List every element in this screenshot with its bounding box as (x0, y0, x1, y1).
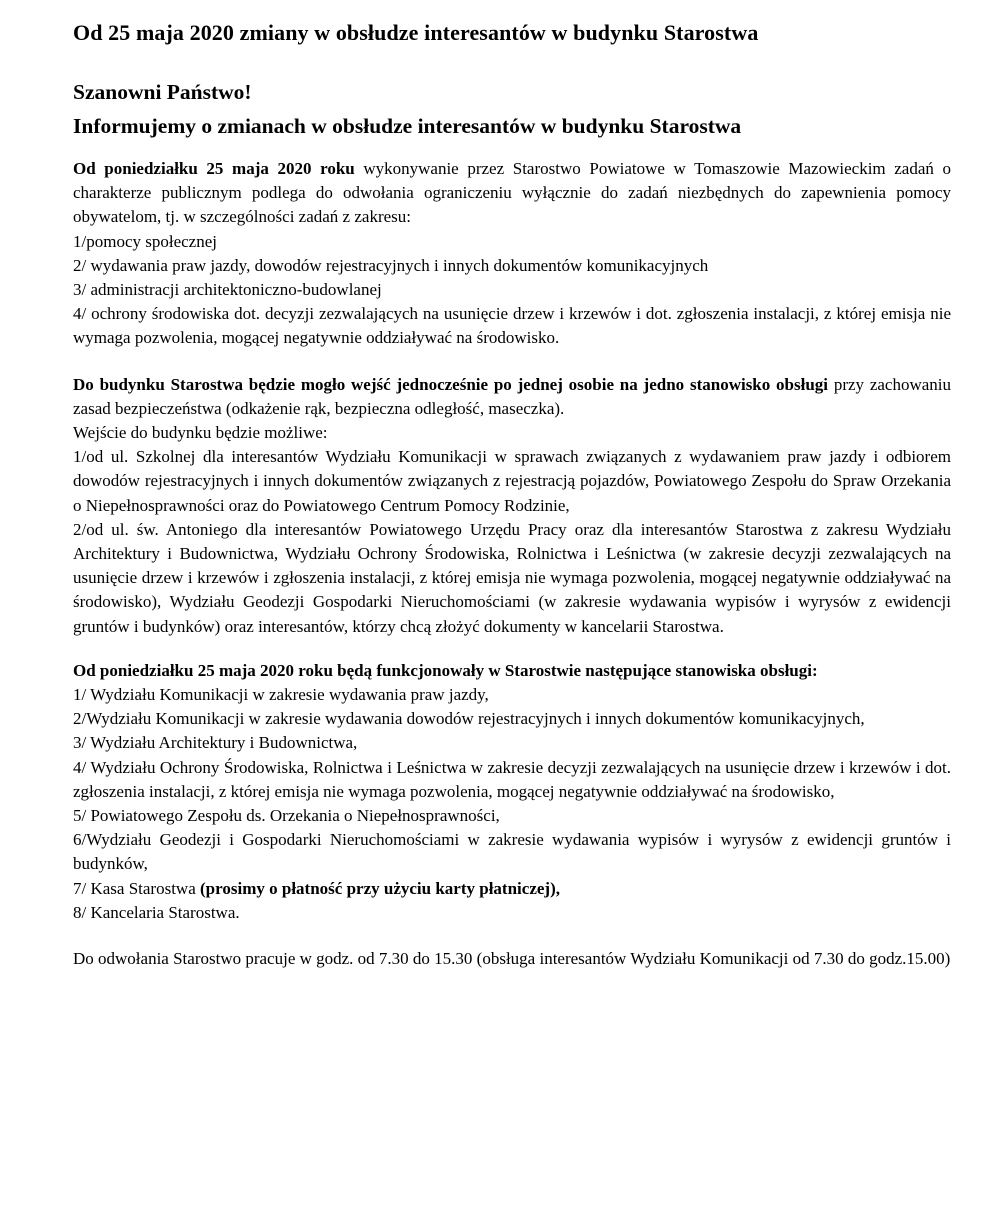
section-working-hours (73, 947, 951, 971)
list-item (73, 877, 951, 901)
entry-lead-text: przy zachowaniu zasad bezpieczeństwa (odkażenie rąk, bezpieczna odległość, maseczka). (73, 374, 951, 418)
list-item: 1/ Wydziału Komunikacji w zakresie wydawania praw jazdy, (73, 685, 489, 705)
intro-lead-text: wykonywanie przez Starostwo Powiatowe w Tomaszowie Mazowieckim zadań o charakterze publicznym podlega do odwołania ograniczeniu wyłącznie do zadań niezbędnych do zapewnienia pomocy obywatelom, tj. w szczególności zadań z zakresu: (73, 159, 951, 227)
paragraph-entry-rules (73, 373, 951, 421)
section-scope-of-tasks (73, 157, 951, 351)
list-item: 1/od ul. Szkolnej dla interesantów Wydziału Komunikacji w sprawach związanych z wydawaniem praw jazdy i odbiorem dowodów rejestracyjnych i innych dokumentów związanych z rejestracją pojazdów, Powiatowego Zespołu do Spraw Orzekania o Niepełnosprawności oraz do Powiatowego Centrum Pomocy Rodzinie, (73, 447, 951, 515)
salutation: Szanowni Państwo! (73, 80, 252, 104)
service-desks-lead: Od poniedziałku 25 maja 2020 roku będą funkcjonowały w Starostwie następujące stanowiska obsługi: (73, 660, 818, 680)
list-item: 2/od ul. św. Antoniego dla interesantów Powiatowego Urzędu Pracy oraz dla interesantów Starostwa z zakresu Wydziału Architektury i Budownictwa, Wydziału Ochrony Środowiska, Rolnictwa i Leśnictwa (w zakresie decyzji zezwalających na usunięcie drzew i krzewów i zgłoszenia instalacji, z której emisja nie wymaga pozwolenia, mogącej negatywnie oddziaływać na środowisko), Wydziału Geodezji Gospodarki Nieruchomościami (w zakresie wydawania wypisów i wyrysów z ewidencji gruntów i budynków) oraz interesantów, którzy chcą złożyć dokumenty w kancelarii Starostwa. (73, 519, 951, 636)
list-item: 4/ ochrony środowiska dot. decyzji zezwalających na usunięcie drzew i krzewów i dot. zgłoszenia instalacji, z której emisja nie wymaga pozwolenia, mogącej negatywnie oddziaływać na środowisko. (73, 304, 951, 348)
announcement-subtitle: Informujemy o zmianach w obsłudze interesantów w budynku Starostwa (73, 114, 742, 138)
greeting-block (73, 75, 951, 143)
paragraph-intro (73, 157, 951, 230)
section-service-desks (73, 659, 951, 925)
list-item: 3/ administracji architektoniczno-budowlanej (73, 280, 382, 300)
list-item: 3/ Wydziału Architektury i Budownictwa, (73, 733, 358, 753)
entry-lead-bold: Do budynku Starostwa będzie mogło wejść jednocześnie po jednej osobie na jedno stanowisko obsługi (73, 374, 829, 394)
section-building-entry (73, 373, 951, 639)
list-item: 2/ wydawania praw jazdy, dowodów rejestracyjnych i innych dokumentów komunikacyjnych (73, 255, 709, 275)
list-item: 8/ Kancelaria Starostwa. (73, 902, 240, 922)
working-hours-text: Do odwołania Starostwo pracuje w godz. od 7.30 do 15.30 (obsługa interesantów Wydziału Komunikacji od 7.30 do godz.15.00) (73, 949, 951, 969)
item7-prefix: 7/ Kasa Starostwa (73, 878, 201, 898)
document-title: Od 25 maja 2020 zmiany w obsłudze interesantów w budynku Starostwa (73, 20, 759, 45)
list-item: 2/Wydziału Komunikacji w zakresie wydawania dowodów rejestracyjnych i innych dokumentów komunikacyjnych, (73, 709, 865, 729)
intro-lead-bold: Od poniedziałku 25 maja 2020 roku (73, 159, 355, 178)
list-item: 4/ Wydziału Ochrony Środowiska, Rolnictwa i Leśnictwa w zakresie decyzji zezwalających na usunięcie drzew i krzewów i dot. zgłoszenia instalacji, z której emisja nie wymaga pozwolenia, mogącej negatywnie oddziaływać na środowisko, (73, 757, 951, 801)
item7-bold: (prosimy o płatność przy użyciu karty płatniczej), (200, 878, 560, 898)
list-item: 5/ Powiatowego Zespołu ds. Orzekania o Niepełnosprawności, (73, 806, 500, 826)
list-item: 6/Wydziału Geodezji i Gospodarki Nieruchomościami w zakresie wydawania wypisów i wyrysów z ewidencji gruntów i budynków, (73, 830, 951, 874)
entry-intro: Wejście do budynku będzie możliwe: (73, 423, 328, 443)
document-page (73, 18, 951, 971)
list-item: 1/pomocy społecznej (73, 231, 217, 251)
